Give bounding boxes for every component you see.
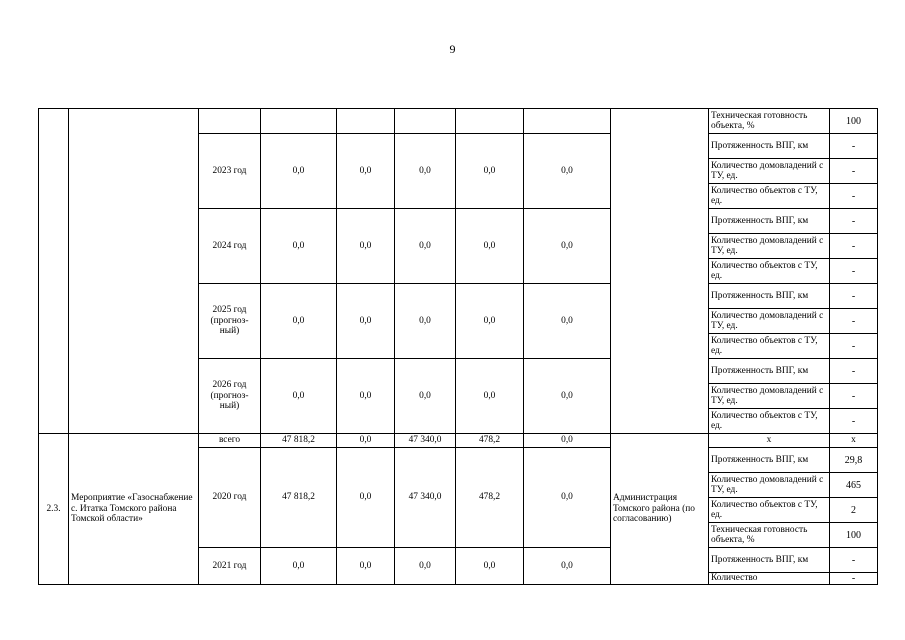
- year-cell: 2025 год (прогноз-ный): [199, 284, 261, 359]
- indicator-name: Протяженность ВПГ, км: [709, 134, 830, 159]
- measure-number: 2.3.: [39, 434, 69, 585]
- indicator-value: -: [830, 548, 878, 573]
- extrabudget-cell: 0,0: [524, 548, 611, 585]
- page-number: 9: [449, 42, 456, 56]
- indicator-name: Количество объектов с ТУ, ед.: [709, 334, 830, 359]
- regional-cell: 0,0: [395, 134, 456, 209]
- indicator-name: Техническая готовность объекта, %: [709, 523, 830, 548]
- indicator-name: Количество объектов с ТУ, ед.: [709, 498, 830, 523]
- year-cell: 2026 год (прогноз-ный): [199, 359, 261, 434]
- regional-cell: 47 340,0: [395, 434, 456, 448]
- extrabudget-cell: 0,0: [524, 134, 611, 209]
- extrabudget-cell: 0,0: [524, 284, 611, 359]
- extrabudget-cell: 0,0: [524, 434, 611, 448]
- indicator-name: Количество: [709, 573, 830, 585]
- table-row: [39, 109, 878, 134]
- indicator-value: -: [830, 159, 878, 184]
- federal-cell: 0,0: [337, 284, 395, 359]
- year-cell: 2020 год: [199, 448, 261, 548]
- indicator-value: -: [830, 209, 878, 234]
- measure-name: Мероприятие «Газоснабжение с. Итатка Томского района Томской области»: [69, 434, 199, 585]
- indicator-name: Количество домовладений с ТУ, ед.: [709, 159, 830, 184]
- executor-cell: Администрация Томского района (по согласованию): [611, 434, 709, 585]
- indicator-name: Количество домовладений с ТУ, ед.: [709, 234, 830, 259]
- indicator-value: -: [830, 573, 878, 585]
- local-cell: 0,0: [456, 359, 524, 434]
- federal-cell: 0,0: [337, 434, 395, 448]
- indicator-value: -: [830, 284, 878, 309]
- year-cell: 2021 год: [199, 548, 261, 585]
- indicator-name: Протяженность ВПГ, км: [709, 359, 830, 384]
- indicator-name: Протяженность ВПГ, км: [709, 284, 830, 309]
- sum-cell: 0,0: [261, 548, 337, 585]
- federal-cell: 0,0: [337, 448, 395, 548]
- indicator-name: Техническая готовность объекта, %: [709, 109, 830, 134]
- indicator-value: -: [830, 409, 878, 434]
- indicator-name: Количество объектов с ТУ, ед.: [709, 259, 830, 284]
- extrabudget-cell: 0,0: [524, 359, 611, 434]
- indicator-value: -: [830, 334, 878, 359]
- local-cell: 478,2: [456, 434, 524, 448]
- local-cell: 0,0: [456, 209, 524, 284]
- indicator-name: Количество объектов с ТУ, ед.: [709, 184, 830, 209]
- indicator-name: Количество объектов с ТУ, ед.: [709, 409, 830, 434]
- program-table: [38, 108, 878, 585]
- indicator-value: 465: [830, 473, 878, 498]
- federal-cell: 0,0: [337, 359, 395, 434]
- regional-cell: 0,0: [395, 209, 456, 284]
- sum-cell: 0,0: [261, 209, 337, 284]
- federal-cell: 0,0: [337, 134, 395, 209]
- indicator-value: -: [830, 184, 878, 209]
- indicator-value: -: [830, 134, 878, 159]
- regional-cell: 0,0: [395, 548, 456, 585]
- indicator-value: -: [830, 234, 878, 259]
- regional-cell: 0,0: [395, 284, 456, 359]
- year-cell: 2023 год: [199, 134, 261, 209]
- local-cell: 0,0: [456, 134, 524, 209]
- sum-cell: 0,0: [261, 284, 337, 359]
- indicator-name: Протяженность ВПГ, км: [709, 209, 830, 234]
- indicator-value: 100: [830, 523, 878, 548]
- sum-cell: 0,0: [261, 359, 337, 434]
- indicator-value: -: [830, 384, 878, 409]
- indicator-value: -: [830, 259, 878, 284]
- regional-cell: 47 340,0: [395, 448, 456, 548]
- extrabudget-cell: 0,0: [524, 448, 611, 548]
- indicator-value: 29,8: [830, 448, 878, 473]
- local-cell: 0,0: [456, 284, 524, 359]
- name-cell-continued: [69, 109, 199, 434]
- year-cell: 2024 год: [199, 209, 261, 284]
- indicator-name: Количество домовладений с ТУ, ед.: [709, 473, 830, 498]
- indicator-name: Протяженность ВПГ, км: [709, 448, 830, 473]
- table-row: [39, 434, 878, 448]
- number-cell-continued: [39, 109, 69, 434]
- sum-cell: 0,0: [261, 134, 337, 209]
- indicator-value: -: [830, 359, 878, 384]
- indicator-value: 2: [830, 498, 878, 523]
- indicator-name: Количество домовладений с ТУ, ед.: [709, 309, 830, 334]
- indicator-name: x: [709, 434, 830, 448]
- indicator-value: -: [830, 309, 878, 334]
- regional-cell: 0,0: [395, 359, 456, 434]
- indicator-name: Количество домовладений с ТУ, ед.: [709, 384, 830, 409]
- federal-cell: 0,0: [337, 548, 395, 585]
- local-cell: 478,2: [456, 448, 524, 548]
- indicator-name: Протяженность ВПГ, км: [709, 548, 830, 573]
- local-cell: 0,0: [456, 548, 524, 585]
- sum-cell: 47 818,2: [261, 434, 337, 448]
- federal-cell: 0,0: [337, 209, 395, 284]
- indicator-value: x: [830, 434, 878, 448]
- year-cell: всего: [199, 434, 261, 448]
- sum-cell: 47 818,2: [261, 448, 337, 548]
- indicator-value: 100: [830, 109, 878, 134]
- executor-cell-continued: [611, 109, 709, 434]
- extrabudget-cell: 0,0: [524, 209, 611, 284]
